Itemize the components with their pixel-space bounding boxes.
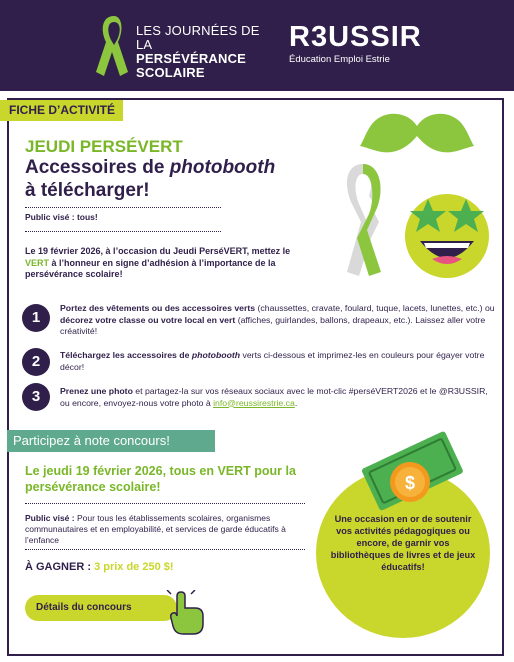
step-text [60, 386, 497, 409]
step-bold: Prenez une photo [60, 386, 133, 396]
intro-text: à l’honneur en signe d’adhésion à l’importance de la persévérance scolaire! [25, 257, 276, 279]
step-number: 1 [22, 304, 50, 332]
reussir-wordmark: R3USSIR [289, 21, 422, 53]
intro-green-word: VERT [25, 257, 50, 268]
prize-line [25, 561, 174, 573]
email-link[interactable]: info@reussirestrie.ca [213, 397, 295, 408]
mustache-icon [358, 104, 476, 166]
logo-line-1: LES JOURNÉES DE LA [136, 23, 260, 52]
intro-text: Le 19 février 2026, à l’occasion du Jeudi PerséVERT, mettez le [25, 246, 291, 256]
reussir-logo [289, 22, 449, 72]
coin-symbol: $ [404, 473, 416, 493]
promo-text: Une occasion en or de soutenir vos activités pédagogiques ou encore, de garnir vos bibliothèques de livres et de jeux éducatifs! [330, 514, 476, 572]
title-jeudi-persevert: JEUDI PERSÉVERT [25, 137, 183, 156]
contest-details-button[interactable]: Détails du concours [25, 595, 177, 621]
title-prefix: Accessoires de [25, 157, 170, 178]
fiche-tag: FICHE D’ACTIVITÉ [0, 100, 123, 121]
step-plain: . [294, 397, 298, 408]
intro-paragraph [25, 246, 305, 281]
step-text [60, 350, 497, 373]
prize-value: 3 prix de 250 $! [94, 561, 174, 573]
step-emphasis: photobooth [191, 350, 241, 360]
concours-title: Le jeudi 19 février 2026, tous en VERT pour la persévérance scolaire! [25, 464, 296, 494]
title-line-2: à télécharger! [25, 180, 150, 201]
step-plain: (affiches, guirlandes, ballons, drapeaux, etc.). Laissez aller votre créativité! [60, 314, 486, 336]
pointing-hand-icon [161, 590, 211, 638]
public-text: Pour tous les établissements scolaires, organismes communautaires et en employabilité, et services de garde éducatifs à l’enfance [25, 513, 286, 545]
page-title [25, 156, 325, 202]
logo-line-3: SCOLAIRE [136, 65, 205, 80]
step-text [60, 303, 497, 338]
step-plain: et partagez-la sur vos réseaux sociaux avec le mot-clic #perséVERT2026 et le @R3USSIR, ou encore, envoyez-nous votre photo à [60, 386, 488, 408]
step-plain: verts ci-dessous et imprimez-les en couleurs pour égayer votre décor! [60, 350, 485, 372]
prize-label: À GAGNER : [25, 561, 95, 573]
divider [25, 207, 221, 208]
step-bold: Portez des vêtements ou des accessoires verts [60, 303, 256, 313]
divider [25, 549, 305, 550]
header-banner [0, 0, 514, 91]
title-emphasis: photobooth [169, 157, 276, 178]
reussir-subtitle: Éducation Emploi Estrie [289, 54, 390, 65]
public-label: Public visé : [25, 513, 75, 523]
divider [25, 231, 221, 232]
concours-tag: Participez à note concours! [7, 430, 215, 452]
step-bold: Téléchargez les accessoires de [60, 350, 192, 360]
step-plain: (chaussettes, cravate, foulard, tuque, lacets, lunettes, etc.) ou [255, 303, 495, 313]
step-number: 2 [22, 348, 50, 376]
public-vise: Public visé : tous! [25, 212, 98, 222]
concours-public [25, 513, 305, 546]
perseverance-logo [92, 12, 267, 78]
ribbon-icon [92, 12, 132, 78]
money-icon [352, 420, 472, 520]
step-bold: décorez votre classe ou votre local en vert [60, 314, 236, 325]
logo-line-2: PERSÉVÉRANCE [136, 51, 247, 66]
ribbon-icon [333, 160, 395, 280]
step-number: 3 [22, 383, 50, 411]
divider [25, 503, 305, 504]
star-eyes-smiley-icon [404, 193, 490, 279]
